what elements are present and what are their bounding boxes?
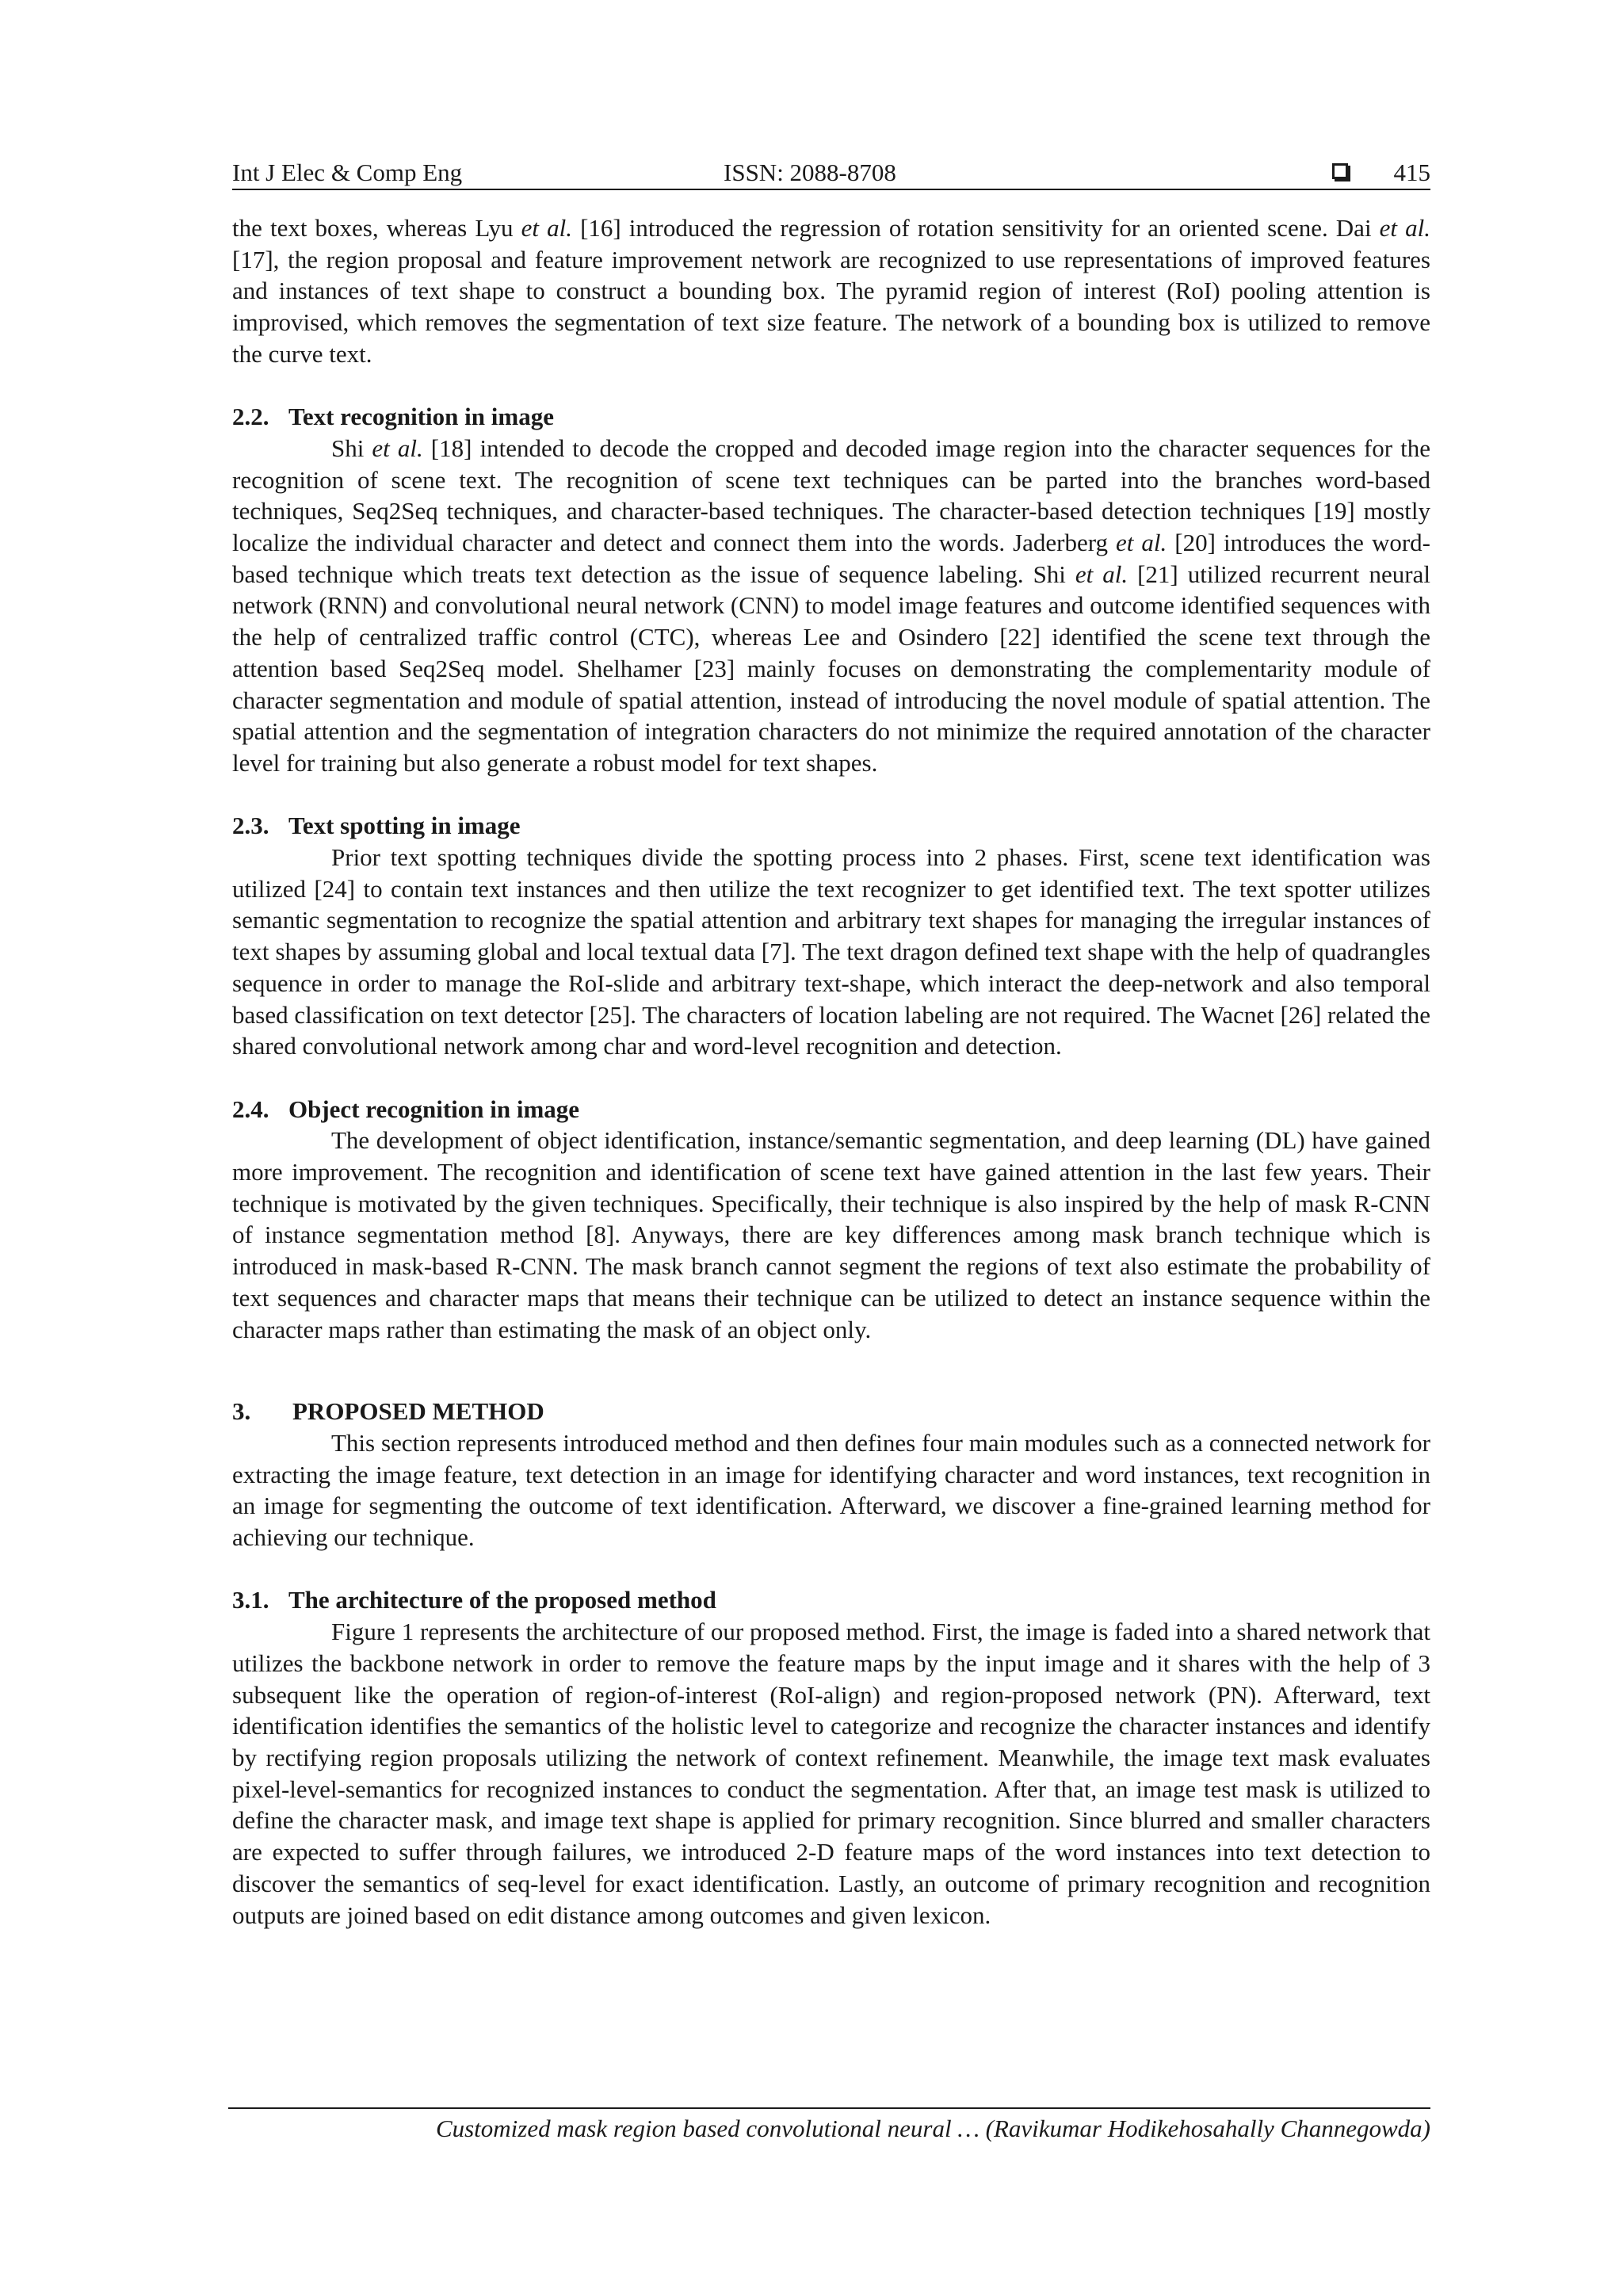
issn: ISSN: 2088-8708: [724, 159, 896, 186]
footer-rule: [228, 2107, 1430, 2109]
page-number: 415: [1393, 159, 1430, 186]
paragraph-text-recognition: Shi et al. [18] intended to decode the cropped and decoded image region into the character sequences for the recognition of scene text. The recognition of scene text techniques can be parted into the branches word-based techniques, Seq2Seq techniques, and character-based techniques. The character-based detection techniques [19] mostly localize the individual character and detect and connect them into the words. Jaderberg et al. [20] introduces the word-based technique which treats text detection as the issue of sequence labeling. Shi et al. [21] utilized recurrent neural network (RNN) and convolutional neural network (CNN) to model image features and outcome identified sequences with the help of centralized traffic control (CTC), whereas Lee and Osindero [22] identified the scene text through the attention based Seq2Seq model. Shelhamer [23] mainly focuses on demonstrating the complementarity module of character segmentation and module of spatial attention, instead of introducing the novel module of spatial attention. The spatial attention and the segmentation of integration characters do not minimize the required annotation of the character level for training but also generate a robust model for text shapes.: [232, 434, 1430, 777]
header-rule: [232, 189, 1430, 190]
checkbox-square-icon: [1332, 163, 1348, 179]
section-heading-3-1: 3.1. The architecture of the proposed method: [232, 1586, 716, 1614]
paragraph-continuation: the text boxes, whereas Lyu et al. [16] introduced the regression of rotation sensitivity for an oriented scene. Dai et al. [17], the region proposal and feature improvement network are recognized to use representations of improved features and instances of text shape to construct a bounding box. The pyramid region of interest (RoI) pooling attention is improvised, which removes the segmentation of text size feature. The network of a bounding box is utilized to remove the curve text.: [232, 214, 1430, 368]
body-text: [232, 212, 1430, 1931]
paragraph-object-recognition: The development of object identification, instance/semantic segmentation, and deep learning (DL) have gained more improvement. The recognition and identification of scene text have gained attention in the last few years. Their technique is motivated by the given techniques. Specifically, their technique is also inspired by the help of mask R-CNN of instance segmentation method [8]. Anyways, there are key differences among mask branch technique which is introduced in mask-based R-CNN. The mask branch cannot segment the regions of text also estimate the probability of text sequences and character maps that means their technique can be utilized to detect an instance sequence within the character maps rather than estimating the mask of an object only.: [232, 1126, 1430, 1343]
page-header: [232, 155, 1430, 190]
section-heading-2-2: 2.2. Text recognition in image: [232, 403, 554, 431]
section-heading-2-4: 2.4. Object recognition in image: [232, 1095, 580, 1123]
paragraph-architecture: Figure 1 represents the architecture of our proposed method. First, the image is faded into a shared network that utilizes the backbone network in order to remove the feature maps by the input image and it shares with the help of 3 subsequent like the operation of region-of-interest (RoI-align) and region-proposed network (PN). Afterward, text identification identifies the semantics of the holistic level to categorize and recognize the character instances and identify by rectifying region proposals utilizing the network of context refinement. Meanwhile, the image text mask evaluates pixel-level-semantics for recognized instances to conduct the segmentation. After that, an image test mask is utilized to define the character mask, and image text shape is applied for primary recognition. Since blurred and smaller characters are expected to suffer through failures, we introduced 2-D feature maps of the word instances into text detection to discover the semantics of seq-level for exact identification. Lastly, an outcome of primary recognition and recognition outputs are joined based on edit distance among outcomes and given lexicon.: [232, 1618, 1430, 1929]
section-heading-2-3: 2.3. Text spotting in image: [232, 812, 521, 840]
paragraph-proposed-method: This section represents introduced method and then defines four main modules such as a connected network for extracting the image feature, text detection in an image for identifying character and word instances, text recognition in an image for segmenting the outcome of text identification. Afterward, we discover a fine-grained learning method for achieving our technique.: [232, 1428, 1430, 1552]
section-heading-3: 3. PROPOSED METHOD: [232, 1397, 544, 1426]
running-footer: Customized mask region based convolutional neural … (Ravikumar Hodikehosahally Channegowda): [435, 2115, 1430, 2142]
paragraph-text-spotting: Prior text spotting techniques divide the spotting process into 2 phases. First, scene text identification was utilized [24] to contain text instances and then utilize the text recognizer to get identified text. The text spotter utilizes semantic segmentation to recognize the spatial attention and arbitrary text shapes for managing the irregular instances of text shapes by assuming global and local textual data [7]. The text dragon defined text shape with the help of quadrangles sequence in order to manage the RoI-slide and arbitrary text-shape, which interact the deep-network and also temporal based classification on text detector [25]. The characters of location labeling are not required. The Wacnet [26] related the shared convolutional network among char and word-level recognition and detection.: [232, 843, 1430, 1060]
journal-name: Int J Elec & Comp Eng: [232, 159, 463, 186]
